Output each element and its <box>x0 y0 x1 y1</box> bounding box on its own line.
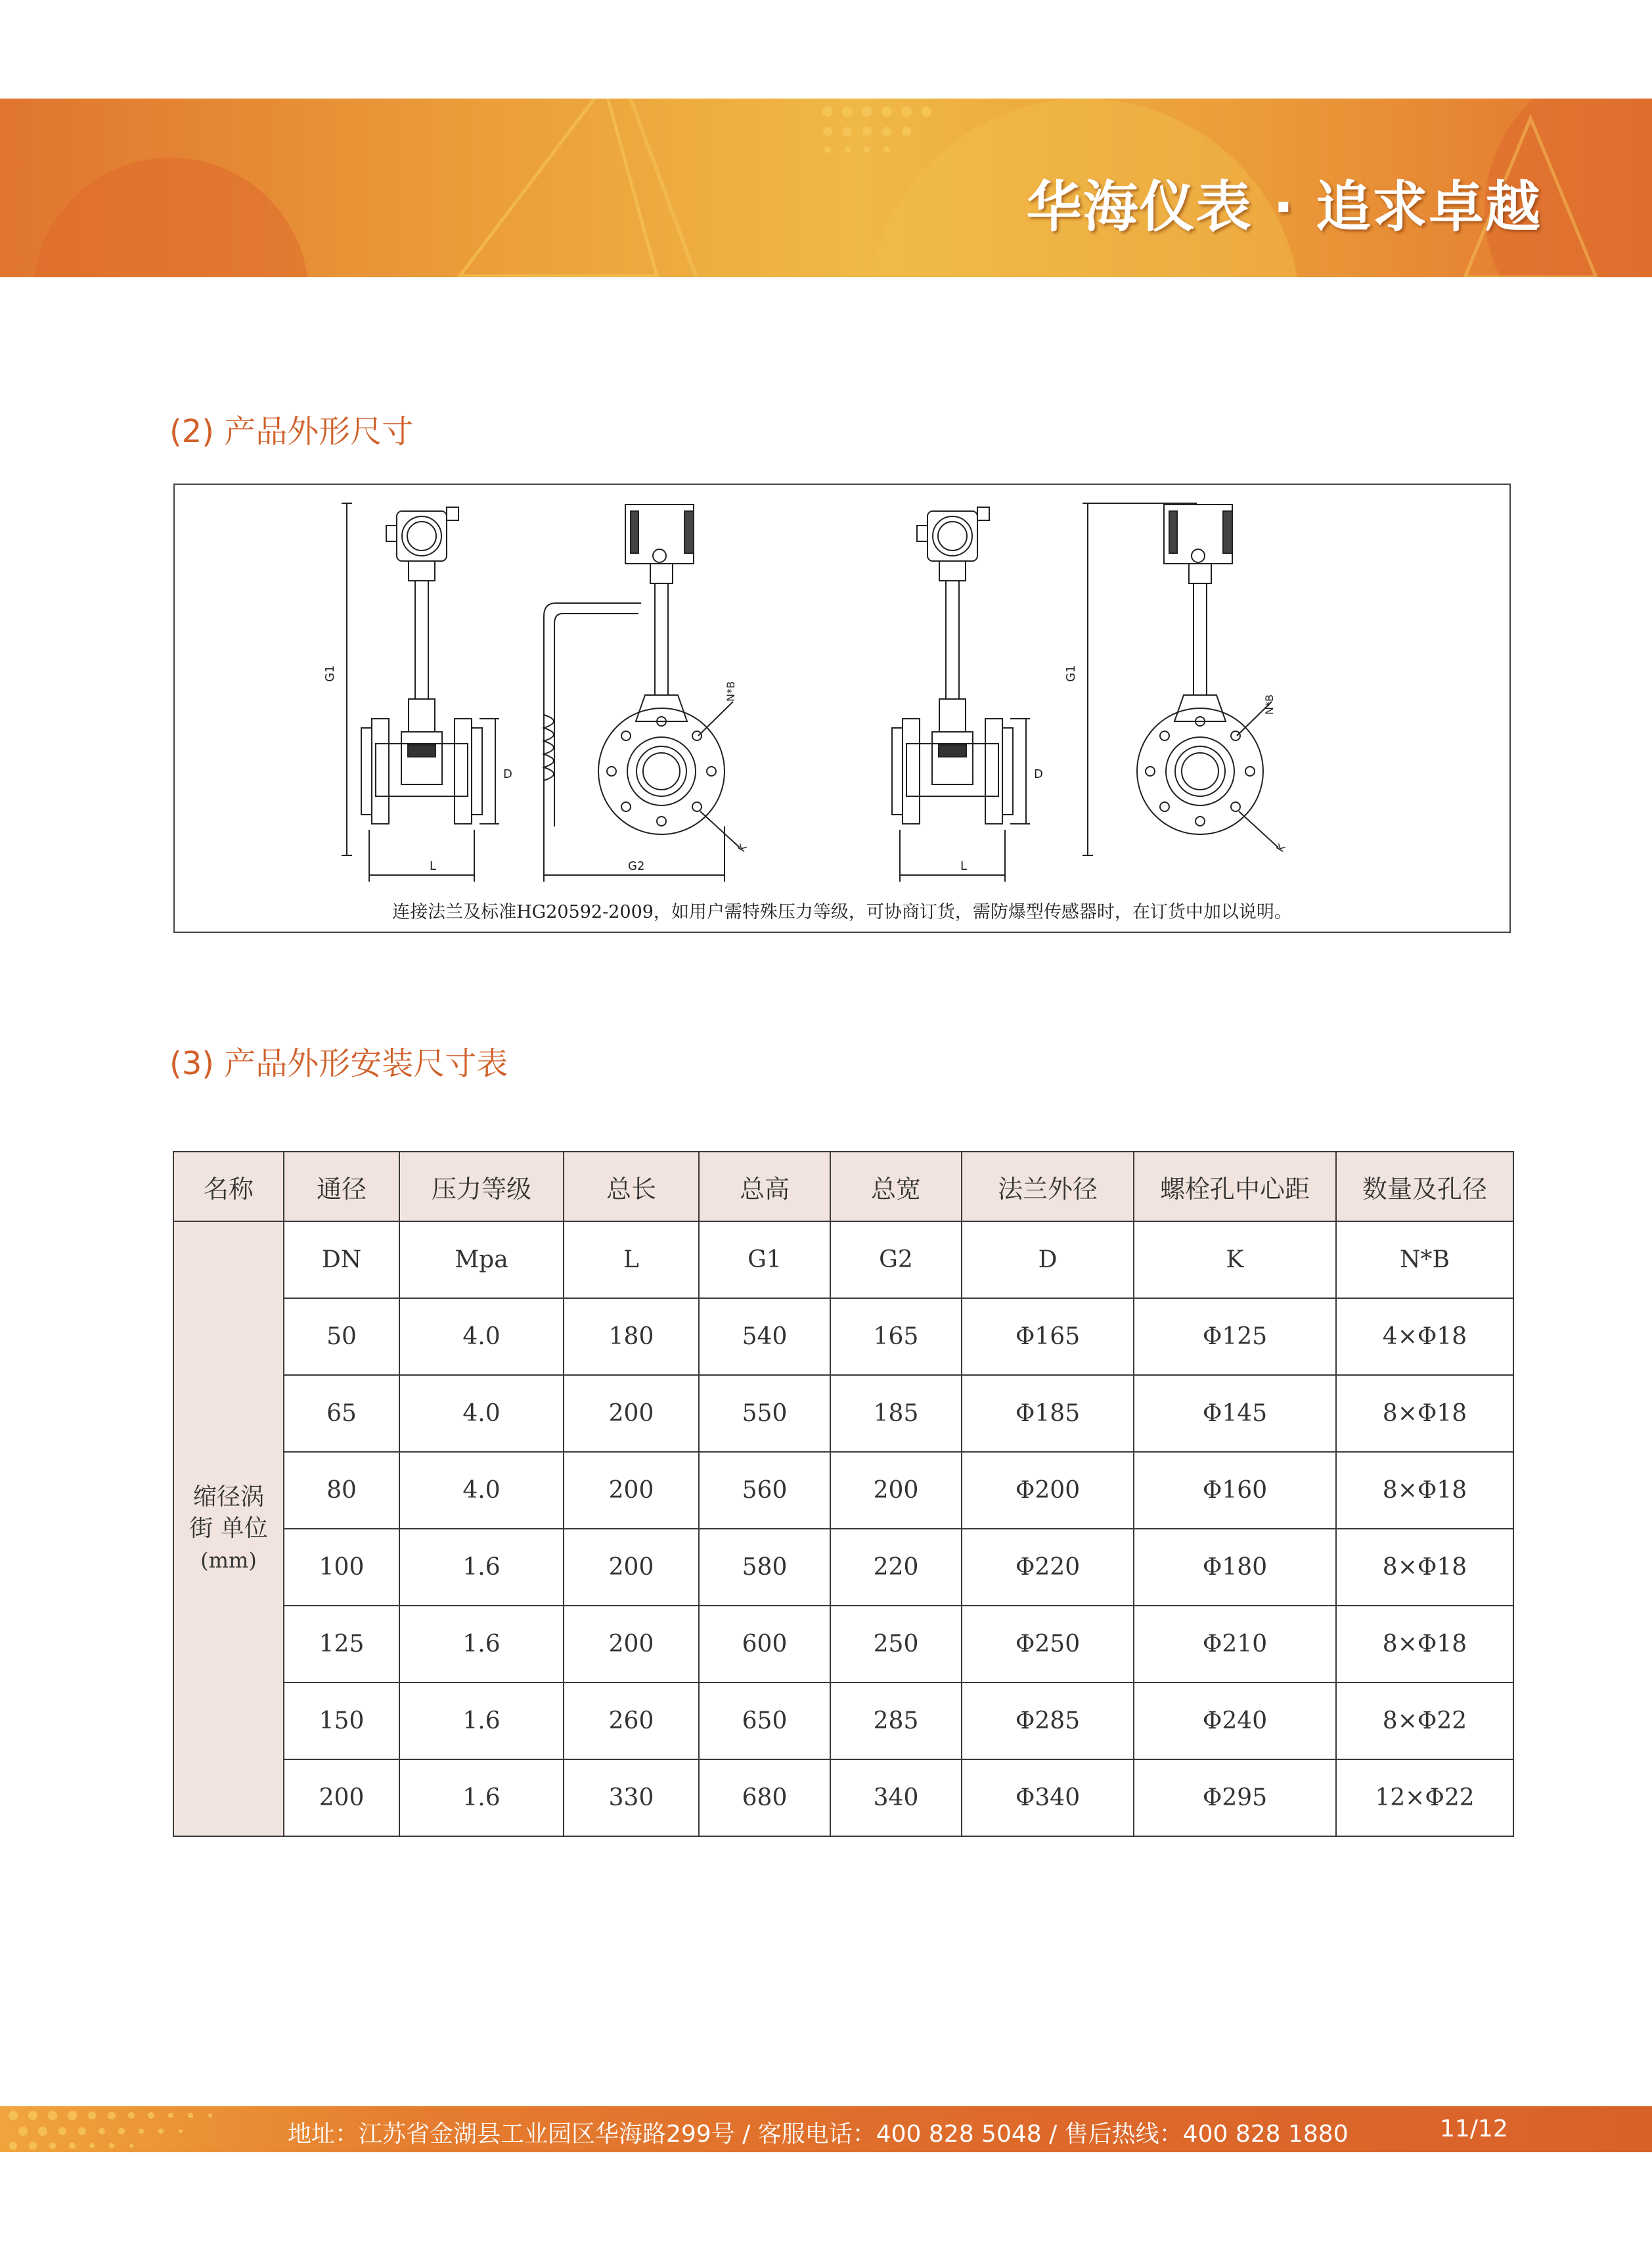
table-cell: 200 <box>830 1452 962 1529</box>
dim-label-L-2: L <box>960 859 968 873</box>
page-number: 11/12 <box>1440 2115 1508 2142</box>
table-cell: Φ145 <box>1134 1375 1336 1452</box>
row-group-label-unit: (mm) <box>200 1548 257 1573</box>
dim-label-L-1: L <box>430 859 437 873</box>
table-cell: 65 <box>284 1375 399 1452</box>
table-cell: G1 <box>699 1221 830 1298</box>
table-cell: Φ125 <box>1134 1298 1336 1375</box>
table-cell: Φ180 <box>1134 1529 1336 1606</box>
table-cell: Φ165 <box>962 1298 1134 1375</box>
table-cell: 8×Φ22 <box>1336 1682 1513 1759</box>
front-view-2 <box>892 507 1030 882</box>
table-cell: 540 <box>699 1298 830 1375</box>
table-cell: 650 <box>699 1682 830 1759</box>
table-cell: 560 <box>699 1452 830 1529</box>
row-group-label <box>173 1221 284 1836</box>
drawing-note: 连接法兰及标准HG20592-2009，如用户需特殊压力等级，可协商订货，需防爆型传感器时，在订货中加以说明。 <box>392 902 1292 922</box>
table-cell: 220 <box>830 1529 962 1606</box>
table-cell: 4×Φ18 <box>1336 1298 1513 1375</box>
footer-dots-decoration <box>0 2106 276 2152</box>
table-cell: 100 <box>284 1529 399 1606</box>
table-cell: 330 <box>564 1759 699 1836</box>
table-cell: L <box>564 1221 699 1298</box>
table-row <box>173 1606 1513 1682</box>
table-cell: 1.6 <box>399 1529 564 1606</box>
table-cell: 200 <box>564 1375 699 1452</box>
table-cell: 180 <box>564 1298 699 1375</box>
table-cell: 580 <box>699 1529 830 1606</box>
table-cell: 680 <box>699 1759 830 1836</box>
table-cell: 200 <box>284 1759 399 1836</box>
table-row <box>173 1298 1513 1375</box>
table-cell: 200 <box>564 1529 699 1606</box>
table-cell: 165 <box>830 1298 962 1375</box>
table-cell: 1.6 <box>399 1759 564 1836</box>
table-cell: Φ220 <box>962 1529 1134 1606</box>
table-body <box>173 1221 1513 1836</box>
table-cell: 4.0 <box>399 1298 564 1375</box>
table-cell: Φ295 <box>1134 1759 1336 1836</box>
table-cell: K <box>1134 1221 1336 1298</box>
brand-slogan: 华海仪表 · 追求卓越 <box>1026 175 1542 239</box>
dim-label-K-2: K <box>1274 842 1288 854</box>
footer-address: 地址：江苏省金湖县工业园区华海路299号 / 客服电话：400 828 5048 / 售后热线：400 828 1880 <box>288 2121 1349 2148</box>
table-cell: 1.6 <box>399 1682 564 1759</box>
table-cell: 250 <box>830 1606 962 1682</box>
table-cell: Φ200 <box>962 1452 1134 1529</box>
table-cell: 4.0 <box>399 1375 564 1452</box>
dim-label-G1-2: G1 <box>1064 665 1078 682</box>
table-row <box>173 1759 1513 1836</box>
dim-label-NB-2: N*B <box>1263 694 1276 715</box>
table-cell: 550 <box>699 1375 830 1452</box>
table-cell: 8×Φ18 <box>1336 1529 1513 1606</box>
table-cell: D <box>962 1221 1134 1298</box>
header-cell: 法兰外径 <box>962 1152 1134 1221</box>
table-cell: 8×Φ18 <box>1336 1606 1513 1682</box>
header-cell: 通径 <box>284 1152 399 1221</box>
table-row <box>173 1682 1513 1759</box>
table-cell: Mpa <box>399 1221 564 1298</box>
table-cell: 185 <box>830 1375 962 1452</box>
table-cell: 4.0 <box>399 1452 564 1529</box>
flowmeter-drawings <box>175 485 1509 932</box>
header-cell: 名称 <box>173 1152 284 1221</box>
table-cell: N*B <box>1336 1221 1513 1298</box>
table-cell: 8×Φ18 <box>1336 1452 1513 1529</box>
table-cell: DN <box>284 1221 399 1298</box>
dim-label-K-1: K <box>735 842 749 854</box>
table-row <box>173 1529 1513 1606</box>
dim-label-D-2: D <box>1034 767 1043 781</box>
front-view-1 <box>361 507 499 882</box>
header-cell: 总长 <box>564 1152 699 1221</box>
table-cell: 260 <box>564 1682 699 1759</box>
section-title-dimensions: (2) 产品外形尺寸 <box>169 413 414 450</box>
dim-label-G2: G2 <box>628 859 645 873</box>
table-cell: 340 <box>830 1759 962 1836</box>
table-header-row <box>173 1152 1513 1221</box>
row-group-label-line1: 缩径涡 <box>192 1483 264 1510</box>
table-cell: Φ185 <box>962 1375 1134 1452</box>
technical-drawing <box>173 484 1511 933</box>
section-title-install-table: (3) 产品外形安装尺寸表 <box>169 1045 508 1082</box>
row-group-label-line2: 街 单位 <box>189 1515 268 1542</box>
header-banner <box>0 99 1652 277</box>
table-cell: 125 <box>284 1606 399 1682</box>
table-cell: 80 <box>284 1452 399 1529</box>
header-cell: 螺栓孔中心距 <box>1134 1152 1336 1221</box>
dim-label-D-1: D <box>503 767 512 781</box>
table-cell: Φ285 <box>962 1682 1134 1759</box>
table-cell: 8×Φ18 <box>1336 1375 1513 1452</box>
table-cell: Φ210 <box>1134 1606 1336 1682</box>
header-cell: 总高 <box>699 1152 830 1221</box>
table-cell: Φ240 <box>1134 1682 1336 1759</box>
dim-label-G1-1: G1 <box>323 665 337 682</box>
install-dimension-table <box>173 1151 1514 1837</box>
table-cell: 1.6 <box>399 1606 564 1682</box>
table-row <box>173 1221 1513 1298</box>
table-cell: G2 <box>830 1221 962 1298</box>
header-cell: 总宽 <box>830 1152 962 1221</box>
side-view-1 <box>342 503 740 882</box>
dim-label-NB-1: N*B <box>725 681 737 702</box>
header-cell: 压力等级 <box>399 1152 564 1221</box>
table-cell: 150 <box>284 1682 399 1759</box>
table-cell: Φ340 <box>962 1759 1134 1836</box>
header-cell: 数量及孔径 <box>1336 1152 1513 1221</box>
table-row <box>173 1452 1513 1529</box>
table-cell: Φ160 <box>1134 1452 1336 1529</box>
table-cell: 600 <box>699 1606 830 1682</box>
table-row <box>173 1375 1513 1452</box>
table-cell: Φ250 <box>962 1606 1134 1682</box>
table-cell: 200 <box>564 1452 699 1529</box>
table-cell: 200 <box>564 1606 699 1682</box>
table-cell: 12×Φ22 <box>1336 1759 1513 1836</box>
footer-bar <box>0 2106 1652 2152</box>
side-view-2 <box>1083 503 1278 855</box>
table-cell: 285 <box>830 1682 962 1759</box>
table-cell: 50 <box>284 1298 399 1375</box>
